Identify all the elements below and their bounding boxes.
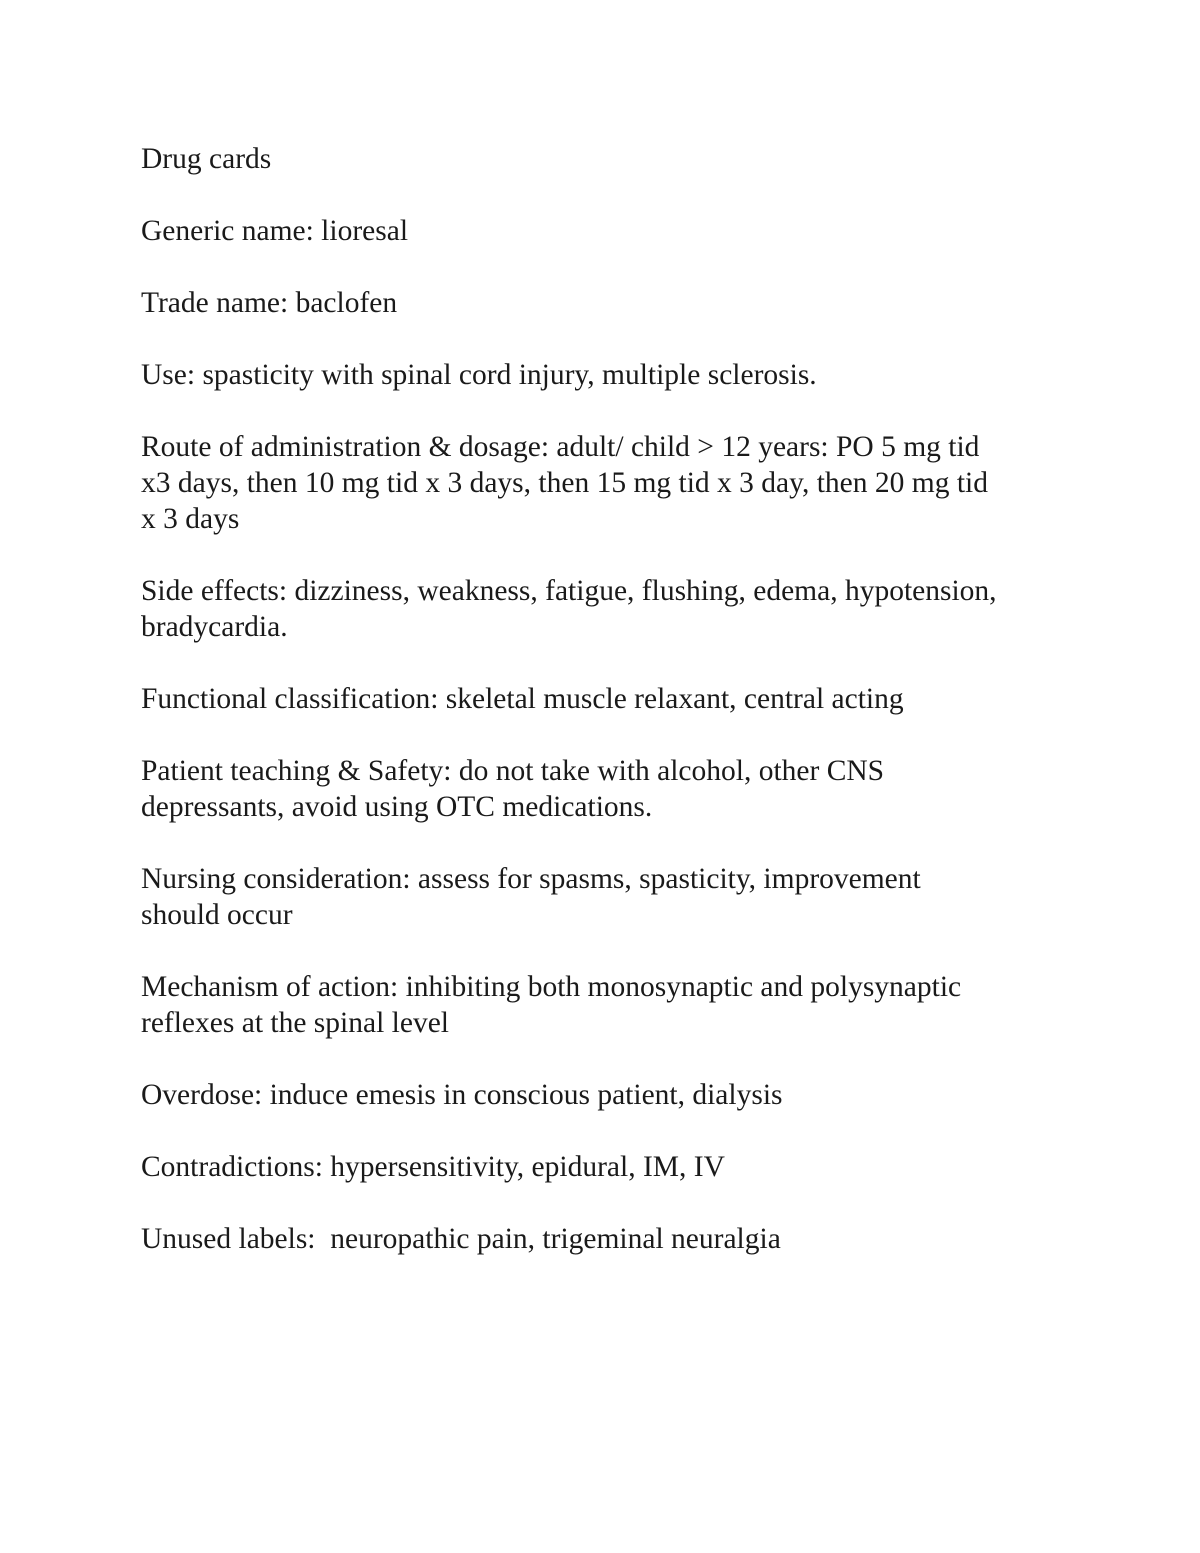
entry-functional-classification: Functional classification: skeletal muscle relaxant, central acting	[141, 683, 904, 715]
entry-route-dosage: Route of administration & dosage: adult/ child > 12 years: PO 5 mg tid x3 days, then 10 mg tid x 3 days, then 15 mg tid x 3 day, then 20 mg tid x 3 days	[141, 431, 988, 535]
entry-patient-teaching: Patient teaching & Safety: do not take with alcohol, other CNS depressants, avoid using OTC medications.	[141, 755, 885, 823]
entry-overdose: Overdose: induce emesis in conscious patient, dialysis	[141, 1079, 783, 1111]
entry-use: Use: spasticity with spinal cord injury, multiple sclerosis.	[141, 359, 817, 391]
entry-mechanism-of-action: Mechanism of action: inhibiting both monosynaptic and polysynaptic reflexes at the spinal level	[141, 971, 962, 1039]
entry-nursing-consideration: Nursing consideration: assess for spasms, spasticity, improvement should occur	[141, 863, 921, 931]
entry-generic-name: Generic name: lioresal	[141, 215, 409, 247]
document-title: Drug cards	[141, 143, 272, 175]
document-body	[141, 141, 1061, 1293]
entry-trade-name: Trade name: baclofen	[141, 287, 398, 319]
entry-unused-labels: Unused labels: neuropathic pain, trigeminal neuralgia	[141, 1223, 781, 1255]
entry-side-effects: Side effects: dizziness, weakness, fatigue, flushing, edema, hypotension, bradycardia.	[141, 575, 997, 643]
entry-contradictions: Contradictions: hypersensitivity, epidural, IM, IV	[141, 1151, 725, 1183]
